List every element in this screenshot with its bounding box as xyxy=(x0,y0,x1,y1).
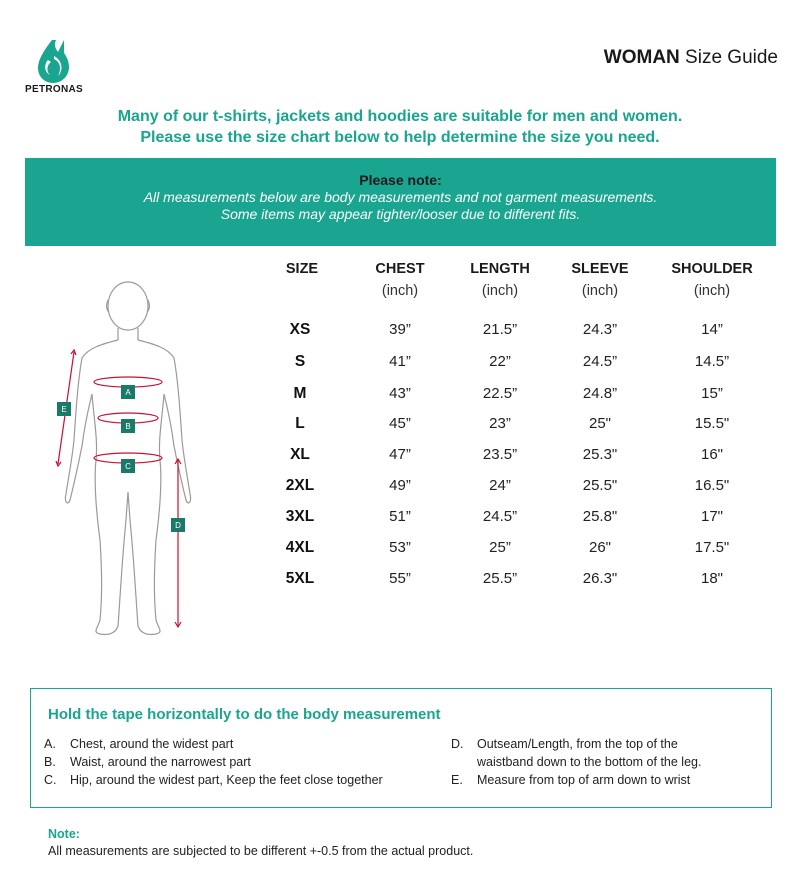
instruction-letter: E. xyxy=(451,773,463,787)
instruction-letter: C. xyxy=(44,773,57,787)
cell-chest: 51” xyxy=(389,508,411,525)
petronas-logo xyxy=(18,38,90,100)
header-chest xyxy=(345,260,455,301)
cell-size: 5XL xyxy=(285,570,315,587)
header-shoulder-unit: (inch) xyxy=(693,283,731,299)
cell-chest: 47” xyxy=(389,446,411,463)
cell-sleeve: 25" xyxy=(588,415,611,432)
header-sleeve-title: SLEEVE xyxy=(571,261,629,277)
cell-length: 21.5” xyxy=(482,321,518,338)
table-row xyxy=(0,446,800,470)
marker-a-label: A xyxy=(125,388,131,397)
note-banner-title: Please note: xyxy=(359,172,442,188)
cell-size: M xyxy=(293,385,307,402)
cell-length: 24” xyxy=(489,477,511,494)
header-size-title: SIZE xyxy=(285,261,319,277)
cell-shoulder: 16" xyxy=(700,446,723,463)
title-rest: Size Guide xyxy=(685,47,778,68)
cell-sleeve: 25.3" xyxy=(582,446,618,463)
instruction-letter: D. xyxy=(451,737,464,751)
instructions-title: Hold the tape horizontally to do the body measurement xyxy=(48,706,441,723)
cell-length: 22” xyxy=(489,353,511,370)
footer-note-label: Note: xyxy=(48,827,80,841)
marker-d-label: D xyxy=(175,521,181,530)
cell-sleeve: 24.8” xyxy=(582,385,618,402)
cell-sleeve: 24.5” xyxy=(582,353,618,370)
intro-line-1: Many of our t-shirts, jackets and hoodies are suitable for men and women. xyxy=(117,108,683,125)
cell-length: 25.5” xyxy=(482,570,518,587)
footer-note-text: All measurements are subjected to be different +-0.5 from the actual product. xyxy=(48,844,474,858)
table-row xyxy=(0,385,800,409)
marker-b-label: B xyxy=(125,422,131,431)
marker-c-label: C xyxy=(125,462,131,471)
petronas-drop-icon xyxy=(34,38,74,84)
cell-shoulder: 16.5" xyxy=(694,477,730,494)
cell-chest: 49” xyxy=(389,477,411,494)
cell-shoulder: 15” xyxy=(701,385,723,402)
title-gender: WOMAN xyxy=(603,47,680,68)
cell-chest: 55” xyxy=(389,570,411,587)
note-banner xyxy=(25,158,776,246)
table-row xyxy=(0,353,800,377)
instruction-text: Waist, around the narrowest part xyxy=(70,755,251,769)
intro-line-2: Please use the size chart below to help determine the size you need. xyxy=(140,129,660,146)
cell-shoulder: 18" xyxy=(700,570,723,587)
cell-shoulder: 15.5" xyxy=(694,415,730,432)
header-length xyxy=(445,260,555,301)
table-row xyxy=(0,539,800,563)
brand-name: PETRONAS xyxy=(25,84,83,95)
cell-size: 2XL xyxy=(285,477,315,494)
cell-chest: 43” xyxy=(389,385,411,402)
cell-length: 22.5” xyxy=(482,385,518,402)
header-chest-title: CHEST xyxy=(375,261,425,277)
instruction-text: Measure from top of arm down to wrist xyxy=(477,773,691,787)
cell-chest: 45” xyxy=(389,415,411,432)
footer-note xyxy=(48,826,473,860)
intro-text xyxy=(0,106,800,148)
cell-sleeve: 26" xyxy=(588,539,611,556)
header-size xyxy=(247,260,357,278)
cell-size: L xyxy=(295,415,305,432)
cell-size: 4XL xyxy=(285,539,315,556)
header-sleeve xyxy=(545,260,655,301)
cell-length: 25” xyxy=(489,539,511,556)
cell-sleeve: 25.8" xyxy=(582,508,618,525)
instruction-text: Hip, around the widest part, Keep the feet close together xyxy=(70,773,383,787)
header-chest-unit: (inch) xyxy=(381,283,419,299)
header-shoulder xyxy=(657,260,767,301)
page-title xyxy=(604,47,778,69)
cell-length: 23.5” xyxy=(482,446,518,463)
note-banner-line-1: All measurements below are body measurements and not garment measurements. xyxy=(143,189,658,205)
note-banner-line-2: Some items may appear tighter/looser due to different fits. xyxy=(220,206,581,222)
measurement-instructions xyxy=(30,688,772,808)
cell-size: XS xyxy=(289,321,311,338)
instruction-letter: A. xyxy=(44,737,56,751)
marker-e-label: E xyxy=(61,405,67,414)
cell-size: 3XL xyxy=(285,508,315,525)
instruction-letter: B. xyxy=(44,755,56,769)
cell-shoulder: 17.5" xyxy=(694,539,730,556)
table-row xyxy=(0,508,800,532)
cell-shoulder: 14” xyxy=(701,321,723,338)
header-shoulder-title: SHOULDER xyxy=(671,261,753,277)
cell-length: 23” xyxy=(489,415,511,432)
cell-chest: 41” xyxy=(389,353,411,370)
instruction-text: Outseam/Length, from the top of the xyxy=(477,737,678,751)
table-row xyxy=(0,415,800,439)
cell-size: XL xyxy=(290,446,310,463)
instruction-text: waistband down to the bottom of the leg. xyxy=(477,755,702,769)
header-length-unit: (inch) xyxy=(481,283,519,299)
header-length-title: LENGTH xyxy=(470,261,530,277)
table-row xyxy=(0,477,800,501)
cell-sleeve: 24.3” xyxy=(582,321,618,338)
cell-chest: 39” xyxy=(389,321,411,338)
cell-shoulder: 17" xyxy=(700,508,723,525)
cell-length: 24.5” xyxy=(482,508,518,525)
header-sleeve-unit: (inch) xyxy=(581,283,619,299)
cell-size: S xyxy=(294,353,306,370)
instruction-text: Chest, around the widest part xyxy=(70,737,234,751)
table-row xyxy=(0,321,800,345)
cell-sleeve: 25.5" xyxy=(582,477,618,494)
cell-sleeve: 26.3" xyxy=(582,570,618,587)
cell-shoulder: 14.5” xyxy=(694,353,730,370)
table-row xyxy=(0,570,800,594)
cell-chest: 53” xyxy=(389,539,411,556)
